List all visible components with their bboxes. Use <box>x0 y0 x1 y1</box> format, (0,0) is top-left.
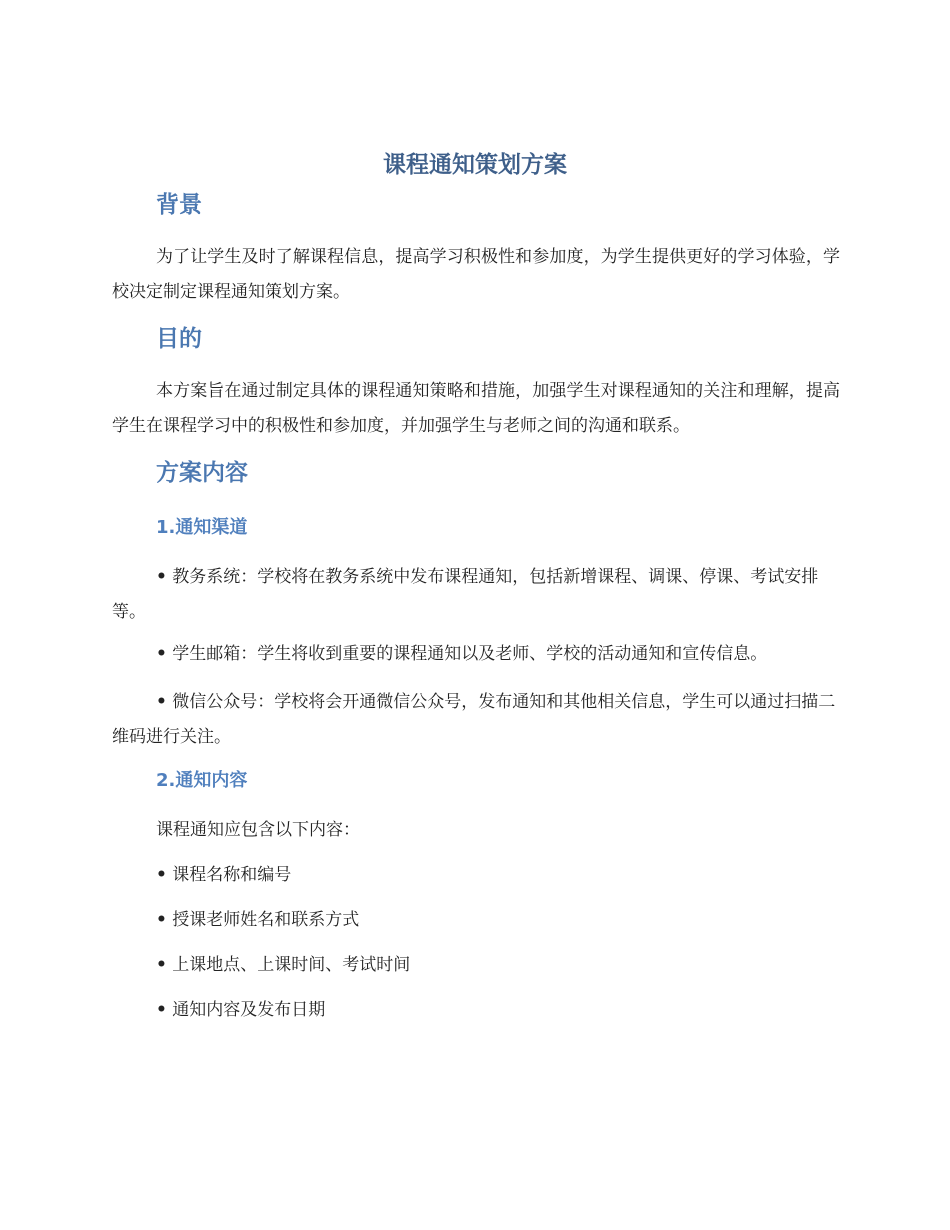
heading-content: 方案内容 <box>156 460 248 486</box>
bullet-icon: • <box>156 692 167 712</box>
bullet-icon: • <box>156 1000 167 1020</box>
document-title: 课程通知策划方案 <box>383 152 567 178</box>
bullet-icon: • <box>156 865 167 885</box>
list-item-text: 课程名称和编号 <box>172 865 292 885</box>
subheading-notice-content: 2.通知内容 <box>156 770 248 791</box>
list-item <box>112 637 840 672</box>
paragraph-notice-intro: 课程通知应包含以下内容： <box>156 820 360 840</box>
list-item <box>112 993 840 1028</box>
paragraph-purpose: 本方案旨在通过制定具体的课程通知策略和措施，加强学生对课程通知的关注和理解，提高学生在课程学习中的积极性和参加度，并加强学生与老师之间的沟通和联系。 <box>112 381 840 436</box>
list-item-text: 通知内容及发布日期 <box>172 1000 326 1020</box>
list-item <box>112 685 840 755</box>
list-item-text: 教务系统：学校将在教务系统中发布课程通知，包括新增课程、调课、停课、考试安排等。 <box>112 567 819 622</box>
heading-background: 背景 <box>156 192 202 218</box>
bullet-icon: • <box>156 910 167 930</box>
list-item-text: 授课老师姓名和联系方式 <box>172 910 360 930</box>
list-item-text: 上课地点、上课时间、考试时间 <box>172 955 411 975</box>
list-item <box>112 903 840 938</box>
paragraph-background: 为了让学生及时了解课程信息，提高学习积极性和参加度，为学生提供更好的学习体验，学校决定制定课程通知策划方案。 <box>112 247 840 302</box>
list-item-text: 微信公众号：学校将会开通微信公众号，发布通知和其他相关信息，学生可以通过扫描二维码进行关注。 <box>112 692 836 747</box>
list-item-text: 学生邮箱：学生将收到重要的课程通知以及老师、学校的活动通知和宣传信息。 <box>172 644 768 664</box>
subheading-channels: 1.通知渠道 <box>156 517 248 538</box>
bullet-icon: • <box>156 567 167 587</box>
list-item <box>112 948 840 983</box>
bullet-icon: • <box>156 955 167 975</box>
list-item <box>112 560 840 630</box>
bullet-icon: • <box>156 644 167 664</box>
list-item <box>112 858 840 893</box>
heading-purpose: 目的 <box>156 326 202 352</box>
